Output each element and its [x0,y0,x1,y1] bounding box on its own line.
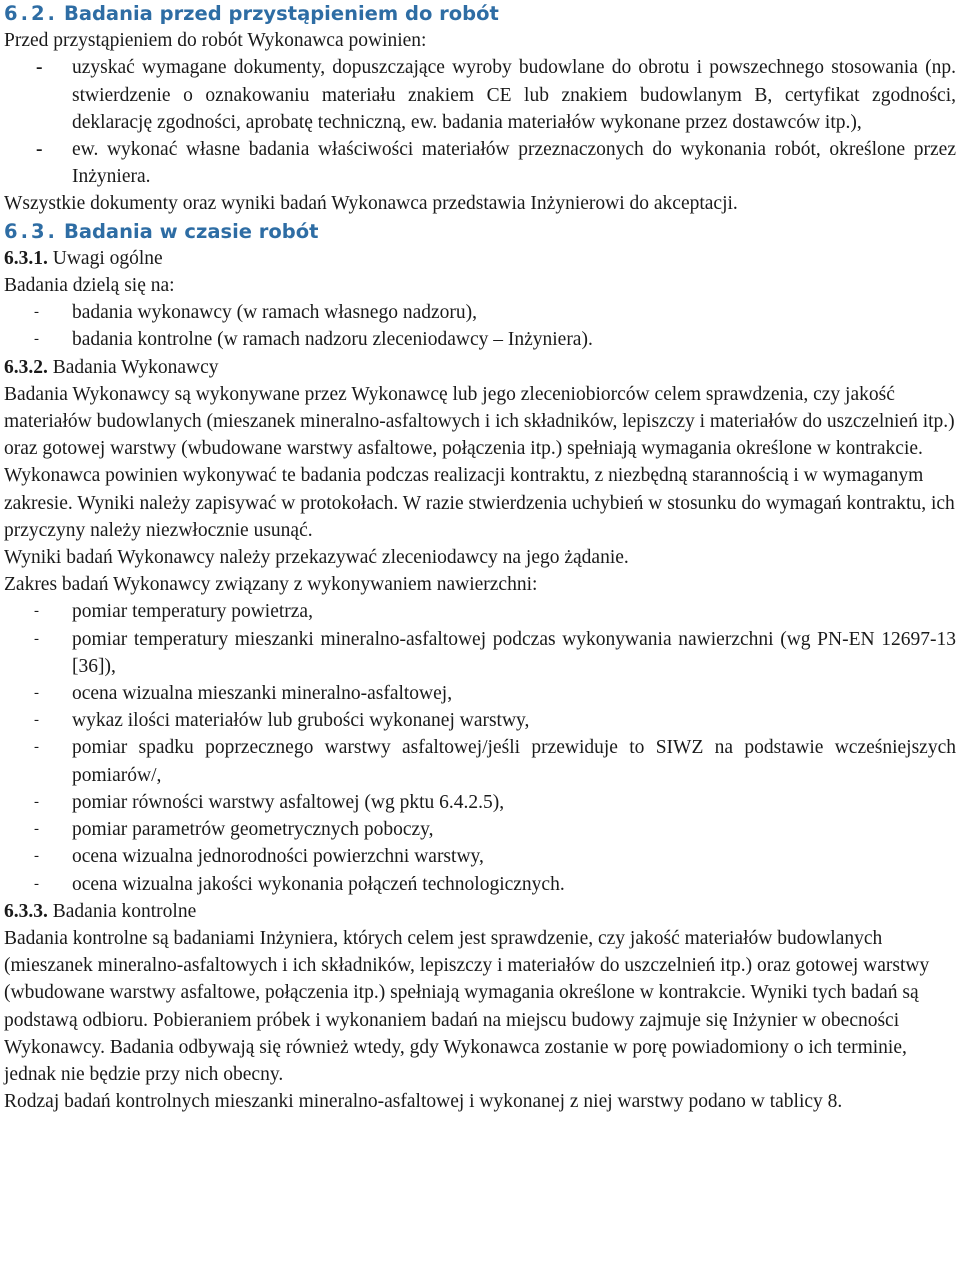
list-item: - ocena wizualna mieszanki mineralno-asfaltowej, [4,680,956,707]
dash-marker: - [34,739,39,756]
list-item: - pomiar spadku poprzecznego warstwy asfaltowej/jeśli przewiduje to SIWZ na podstawie wcześniejszych pomiarów/, [4,734,956,788]
paragraph: Wszystkie dokumenty oraz wyniki badań Wykonawca przedstawia Inżynierowi do akceptacji. [4,193,738,215]
section-number: 6.2. [4,2,58,25]
list-item: - ocena wizualna jakości wykonania połączeń technologicznych. [4,871,956,898]
paragraph: Wykonawca powinien wykonywać te badania podczas realizacji kontraktu, z niezbędną starannością i w wymaganym zakresie. Wyniki należy zapisywać w protokołach. W razie stwierdzenia uchybień w stosunku do wymagań kontraktu, ich przyczyny należy niezwłocznie usunąć. [4,465,955,541]
bullet-list [4,598,956,897]
bullet-list [4,299,956,353]
subsection-heading-6-3-1 [4,245,956,272]
subsection-heading-6-3-3 [4,898,956,925]
list-item: - pomiar parametrów geometrycznych poboczy, [4,816,956,843]
subsection-title: Badania Wykonawcy [52,356,219,378]
paragraph: Zakres badań Wykonawcy związany z wykonywaniem nawierzchni: [4,574,538,596]
dash-marker: - [36,139,43,161]
subsection-heading-6-3-2 [4,354,956,381]
section-title: Badania w czasie robót [63,219,319,243]
list-item: - pomiar równości warstwy asfaltowej (wg pktu 6.4.2.5), [4,789,956,816]
paragraph: Wyniki badań Wykonawcy należy przekazywać zleceniodawcy na jego żądanie. [4,547,629,569]
list-item: - pomiar temperatury powietrza, [4,598,956,625]
paragraph: Badania Wykonawcy są wykonywane przez Wykonawcę lub jego zleceniobiorców celem sprawdzenia, czy jakość materiałów budowlanych (mieszanek mineralno-asfaltowych i ich składników, lepiszczy i materiałów do uszczelnień itp.) oraz gotowej warstwy (wbudowane warstwy asfaltowe, połączenia itp.) spełniają wymagania określone w kontrakcie. [4,383,955,460]
section-heading-6-2 [4,0,956,27]
paragraph: Rodzaj badań kontrolnych mieszanki mineralno-asfaltowej i wykonanej z niej warstwy podano w tablicy 8. [4,1091,843,1113]
list-item: - wykaz ilości materiałów lub grubości wykonanej warstwy, [4,707,956,734]
section-heading-6-3 [4,218,956,245]
list-item: - ew. wykonać własne badania właściwości materiałów przeznaczonych do wykonania robót, określone przez Inżyniera. [4,136,956,190]
dash-marker: - [34,304,39,321]
subsection-title: Badania kontrolne [52,900,197,922]
dash-marker: - [34,875,39,892]
dash-marker: - [34,685,39,702]
paragraph: Badania kontrolne są badaniami Inżyniera, których celem jest sprawdzenie, czy jakość materiałów budowlanych (mieszanek mineralno-asfaltowych i ich składników, lepiszczy i materiałów do uszczelnień itp.) oraz gotowej warstwy (wbudowane warstwy asfaltowe, połączenia itp.) spełniają wymagania określone w kontrakcie. Wyniki tych badań są podstawą odbioru. Pobieraniem próbek i wykonaniem badań na miejscu budowy zajmuje się Inżynier w obecności Wykonawcy. Badania odbywają się również wtedy, gdy Wykonawca zostanie w porę powiadomiony o ich terminie, jednak nie będzie przy nich obecny. [4,927,930,1085]
subsection-title: Uwagi ogólne [52,247,163,269]
subsection-number: 6.3.1. [4,247,48,269]
section-title: Badania przed przystąpieniem do robót [63,2,499,25]
dash-marker: - [34,821,39,838]
list-item: - pomiar temperatury mieszanki mineralno-asfaltowej podczas wykonywania nawierzchni (wg PN-EN 12697-13 [36]), [4,626,956,680]
document-page [4,0,956,1115]
list-item: - badania kontrolne (w ramach nadzoru zleceniodawcy – Inżyniera). [4,326,956,353]
dash-marker: - [34,848,39,865]
dash-marker: - [34,712,39,729]
section-number: 6.3. [4,219,58,243]
list-item: - ocena wizualna jednorodności powierzchni warstwy, [4,843,956,870]
dash-marker: - [34,630,39,647]
paragraph: Przed przystąpieniem do robót Wykonawca powinien: [4,30,427,52]
dash-marker: - [34,603,39,620]
dash-marker: - [34,331,39,348]
list-item: - badania wykonawcy (w ramach własnego nadzoru), [4,299,956,326]
list-item: - uzyskać wymagane dokumenty, dopuszczające wyroby budowlane do obrotu i powszechnego stosowania (np. stwierdzenie o oznakowaniu materiału znakiem CE lub znakiem budowlanym B, certyfikat zgodności, deklarację zgodności, aprobatę techniczną, ew. badania materiałów wykonane przez dostawców itp.), [4,54,956,136]
dash-marker: - [34,793,39,810]
bullet-list [4,54,956,190]
subsection-number: 6.3.2. [4,356,48,378]
subsection-number: 6.3.3. [4,900,48,922]
paragraph: Badania dzielą się na: [4,275,175,297]
dash-marker: - [36,57,43,79]
